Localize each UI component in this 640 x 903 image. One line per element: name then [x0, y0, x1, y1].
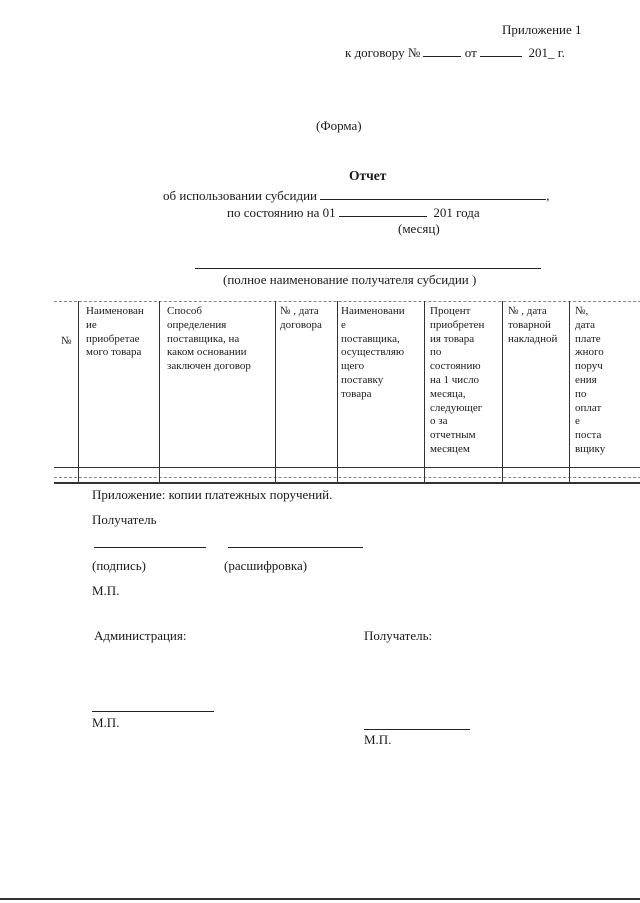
contract-date-blank	[480, 44, 522, 57]
signature-label: (подпись)	[92, 558, 146, 573]
state-date	[227, 204, 480, 220]
recipient-label: Получатель	[92, 512, 157, 527]
contract-prefix: к договору №	[345, 45, 421, 60]
recipient-hint: (полное наименование получателя субсидии )	[223, 272, 477, 287]
header-col-goods-name: Наименован ие приобретае мого товара	[86, 305, 144, 359]
column-divider	[569, 301, 570, 484]
month-blank	[339, 204, 427, 217]
column-divider	[337, 301, 338, 484]
subsidy-name-blank	[320, 187, 546, 200]
table-empty-row-border	[54, 477, 640, 478]
state-prefix: по состоянию на 01	[227, 205, 336, 220]
header-col-contract: № , дата договора	[280, 305, 322, 331]
column-divider	[78, 301, 79, 484]
recipient-signature-line	[364, 729, 470, 730]
report-table	[54, 301, 640, 484]
table-bottom-border	[54, 482, 640, 484]
subtitle-suffix: ,	[546, 188, 550, 203]
header-col-purchase-percent: Процент приобретен ия товара по состоянию на 1 число месяца, следующег о за отчетным месяцем	[430, 305, 485, 455]
signature-line	[94, 547, 206, 548]
month-hint: (месяц)	[398, 221, 440, 236]
column-divider	[424, 301, 425, 484]
recipient-label-2: Получатель:	[364, 628, 433, 643]
recipient-name-line	[195, 268, 541, 269]
administration-label: Администрация:	[94, 628, 187, 643]
seal-recipient-2: М.П.	[364, 732, 392, 747]
header-col-number: №	[61, 335, 72, 347]
table-top-border	[54, 301, 640, 302]
column-divider	[275, 301, 276, 484]
page-bottom-edge	[0, 898, 640, 900]
contract-from: от	[464, 45, 477, 60]
contract-number-blank	[423, 44, 461, 57]
state-year: 201 года	[433, 205, 480, 220]
appendix-number: Приложение 1	[502, 22, 582, 37]
decoding-line	[228, 547, 363, 548]
table-header-separator	[54, 467, 640, 468]
document-title: Отчет	[349, 168, 387, 183]
subtitle	[163, 187, 550, 203]
header-col-supplier-name: Наименовани е поставщика, осуществляю щего поставку товара	[341, 305, 405, 400]
subtitle-prefix: об использовании субсидии	[163, 188, 318, 203]
contract-reference	[345, 44, 565, 60]
seal-recipient: М.П.	[92, 583, 120, 598]
decoding-label: (расшифровка)	[224, 558, 308, 573]
form-label: (Форма)	[316, 118, 362, 133]
administration-signature-line	[92, 711, 214, 712]
column-divider	[159, 301, 160, 484]
attachment-note: Приложение: копии платежных поручений.	[92, 487, 333, 502]
seal-administration: М.П.	[92, 715, 120, 730]
header-col-payment-order: №, дата плате жного поруч ения по оплат е поста вщику	[575, 305, 606, 455]
header-col-supplier-method: Способ определения поставщика, на каком основании заключен договор	[167, 305, 251, 373]
header-col-invoice: № , дата товарной накладной	[508, 305, 558, 345]
column-divider	[502, 301, 503, 484]
contract-year: 201_ г.	[528, 45, 565, 60]
